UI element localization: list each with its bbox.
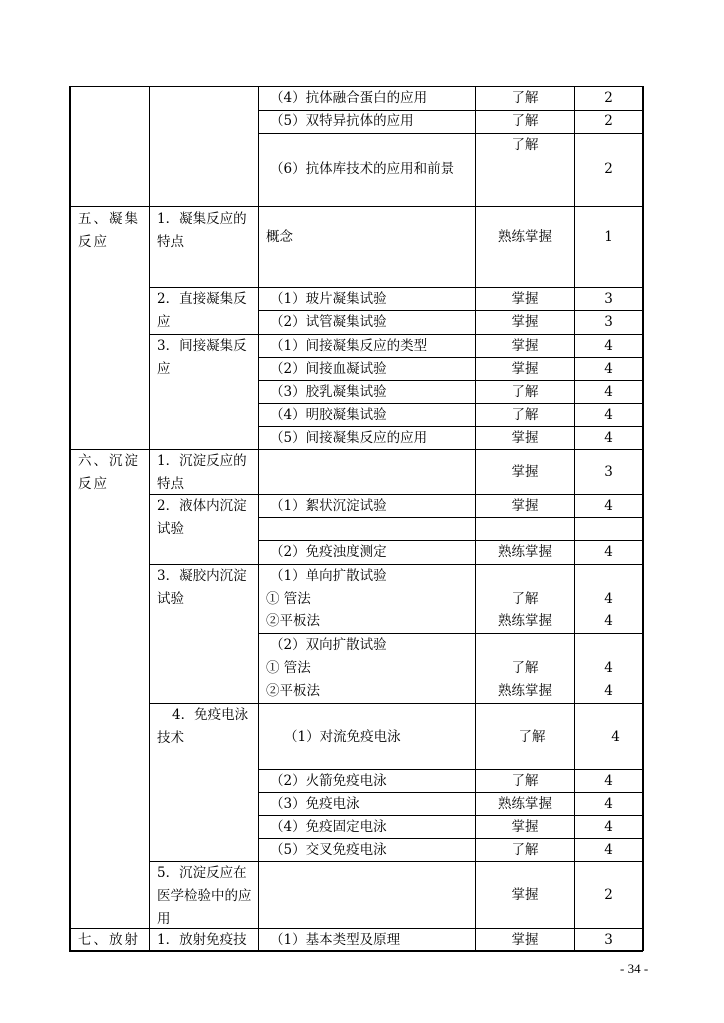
hours-cell: 4 [604, 773, 613, 789]
requirement-cell: 了解 [511, 90, 539, 106]
hours-cell: 4 [611, 729, 620, 745]
requirement-cell: 熟练掌握 [498, 796, 552, 812]
content-cell: （1）絮状沉淀试验 [270, 498, 387, 514]
hours-cell: 4 [604, 384, 613, 400]
content-cell: （3）胶乳凝集试验 [270, 384, 387, 400]
page-number: - 34 - [620, 961, 649, 976]
hours-cell: 4 [604, 842, 613, 858]
requirement-cell: 掌握 [511, 430, 539, 446]
requirement-cell: 了解 [511, 660, 539, 676]
topic-cell: 4．免疫电泳技术 [157, 707, 249, 746]
content-cell: （3）免疫电泳 [270, 796, 360, 812]
content-cell: （5）双特异抗体的应用 [270, 113, 414, 129]
content-cell: （2）火箭免疫电泳 [270, 773, 387, 789]
content-cell: （2）双向扩散试验 [270, 637, 387, 653]
unit-cell: 六、沉淀反应 [78, 453, 140, 492]
topic-cell: 3．间接凝集反应 [157, 338, 247, 377]
hours-cell: 3 [604, 291, 613, 307]
content-subitem: ②平板法 [266, 683, 320, 699]
content-cell: 概念 [266, 229, 293, 245]
topic-cell: 1．放射免疫技 [157, 932, 247, 948]
topic-cell: 2．液体内沉淀试验 [157, 498, 247, 537]
content-cell: （5）交叉免疫电泳 [270, 842, 387, 858]
content-subitem: ① 管法 [266, 660, 311, 676]
hours-cell: 4 [604, 361, 613, 377]
content-cell: （1）对流免疫电泳 [284, 729, 401, 745]
topic-cell: 5．沉淀反应在医学检验中的应用 [157, 865, 252, 927]
requirement-cell: 掌握 [511, 887, 539, 903]
requirement-cell: 了解 [511, 113, 539, 129]
requirement-cell: 了解 [511, 591, 539, 607]
requirement-cell: 了解 [511, 842, 539, 858]
hours-cell: 3 [604, 932, 613, 948]
requirement-cell: 掌握 [511, 932, 539, 948]
hours-cell: 2 [604, 887, 613, 903]
content-cell: （1）玻片凝集试验 [270, 291, 387, 307]
requirement-cell: 掌握 [511, 291, 539, 307]
content-cell: （2）免疫浊度测定 [270, 544, 387, 560]
requirement-cell: 掌握 [511, 338, 539, 354]
hours-cell: 1 [604, 229, 613, 245]
content-subitem: ① 管法 [266, 591, 311, 607]
requirement-cell: 熟练掌握 [498, 613, 552, 629]
hours-cell: 2 [604, 90, 613, 106]
topic-cell: 2．直接凝集反应 [157, 291, 247, 330]
hours-cell: 4 [604, 544, 613, 560]
content-cell: （4）免疫固定电泳 [270, 819, 387, 835]
hours-cell: 4 [604, 407, 613, 423]
requirement-cell: 掌握 [511, 498, 539, 514]
topic-cell: 3．凝胶内沉淀试验 [157, 568, 247, 607]
hours-cell: 4 [604, 819, 613, 835]
topic-cell: 1．凝集反应的特点 [157, 211, 247, 250]
requirement-cell: 掌握 [511, 464, 539, 480]
hours-cell: 4 [604, 796, 613, 812]
hours-cell: 3 [604, 314, 613, 330]
hours-cell: 4 [604, 498, 613, 514]
content-cell: （6）抗体库技术的应用和前景 [270, 161, 455, 177]
hours-cell: 4 [604, 660, 613, 676]
content-cell: （1）基本类型及原理 [270, 932, 401, 948]
content-cell: （1）间接凝集反应的类型 [270, 338, 428, 354]
requirement-cell: 了解 [511, 384, 539, 400]
requirement-cell: 掌握 [511, 314, 539, 330]
requirement-cell: 熟练掌握 [498, 544, 552, 560]
content-cell: （4）抗体融合蛋白的应用 [270, 90, 428, 106]
hours-cell: 3 [604, 464, 613, 480]
content-cell: （5）间接凝集反应的应用 [270, 430, 428, 446]
requirement-cell: 了解 [511, 773, 539, 789]
content-cell: （2）试管凝集试验 [270, 314, 387, 330]
requirement-cell: 掌握 [511, 361, 539, 377]
content-cell: （2）间接血凝试验 [270, 361, 387, 377]
requirement-cell: 了解 [511, 407, 539, 423]
content-cell: （4）明胶凝集试验 [270, 407, 387, 423]
hours-cell: 2 [604, 113, 613, 129]
hours-cell: 4 [604, 613, 613, 629]
content-subitem: ②平板法 [266, 613, 320, 629]
hours-cell: 4 [604, 591, 613, 607]
hours-cell: 2 [604, 161, 613, 177]
requirement-cell: 熟练掌握 [498, 229, 552, 245]
hours-cell: 4 [604, 683, 613, 699]
requirement-cell: 了解 [511, 137, 539, 153]
requirement-cell: 熟练掌握 [498, 683, 552, 699]
unit-cell: 五、凝集反应 [78, 211, 140, 250]
requirement-cell: 掌握 [511, 819, 539, 835]
requirement-cell: 了解 [518, 729, 546, 745]
unit-cell: 七、放射 [78, 932, 140, 948]
hours-cell: 4 [604, 338, 613, 354]
hours-cell: 4 [604, 430, 613, 446]
content-cell: （1）单向扩散试验 [270, 568, 387, 584]
topic-cell: 1．沉淀反应的特点 [157, 453, 247, 492]
